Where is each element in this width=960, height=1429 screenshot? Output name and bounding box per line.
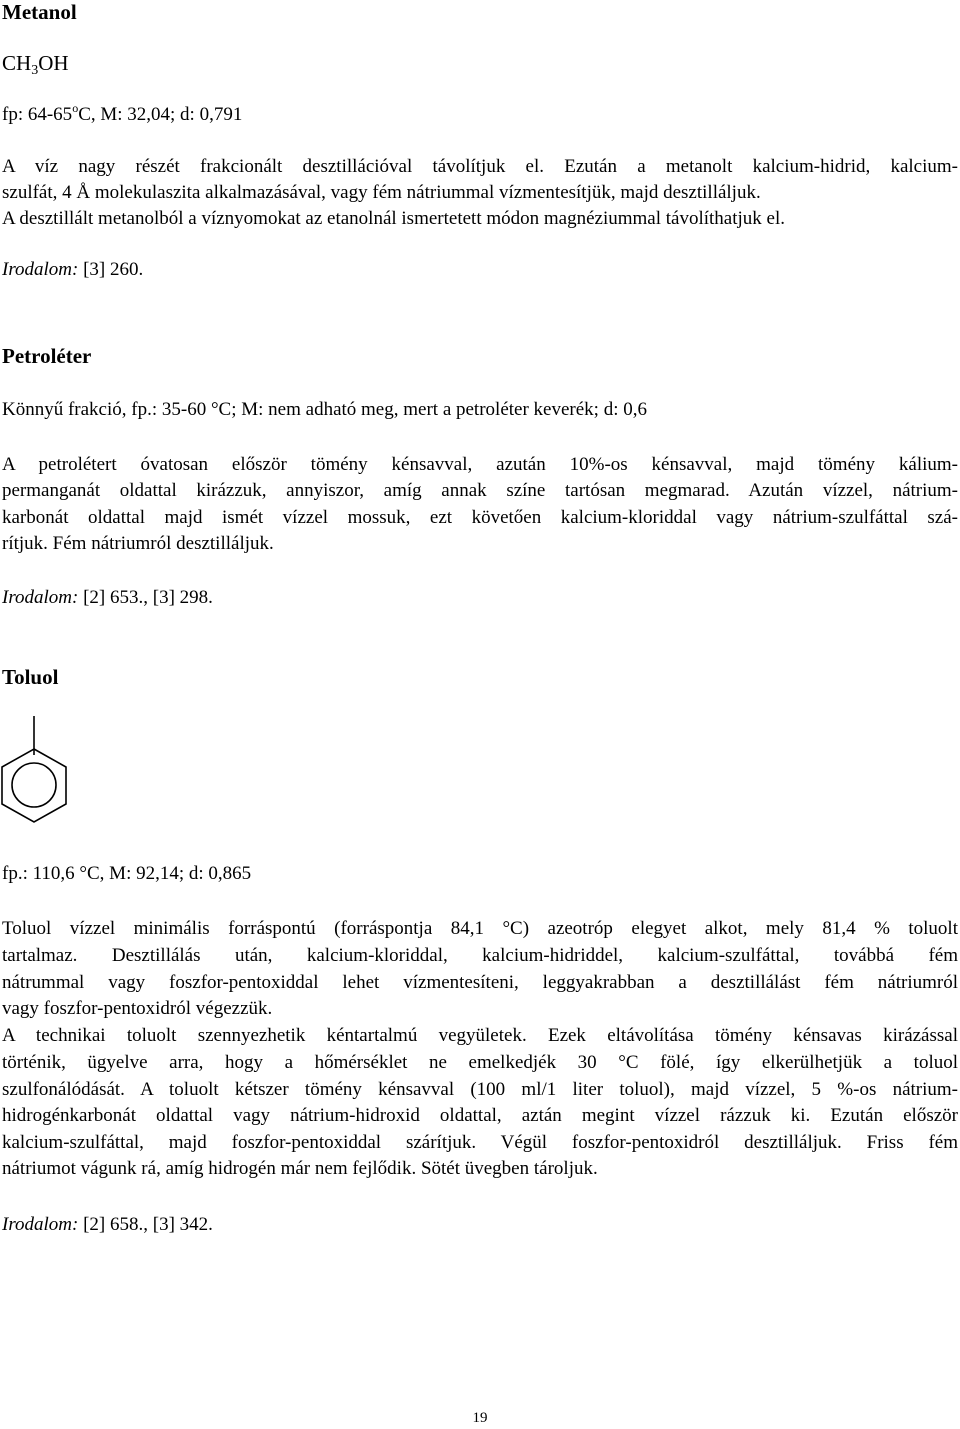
toluene-paragraph-line: nátrummal vagy foszfor-pentoxiddal lehet vízmentesíteni, leggyakrabban a desztillálást fém nátriumról (2, 972, 958, 993)
toluene-properties: fp.: 110,6 °C, M: 92,14; d: 0,865 (2, 863, 252, 884)
methanol-title: Metanol (2, 0, 77, 24)
page-number: 19 (472, 1410, 488, 1426)
petroleum-ether-paragraph-line: A petrolétert óvatosan először tömény kénsavval, azután 10%-os kénsavval, majd tömény kálium- (2, 454, 958, 475)
methanol-reference: Irodalom: [3] 260. (2, 259, 144, 280)
toluene-reference: Irodalom: [2] 658., [3] 342. (2, 1214, 213, 1235)
reference-label: Irodalom: (2, 1214, 79, 1235)
methanol-paragraph-line: szulfát, 4 Å molekulaszita alkalmazásával, vagy fém nátriummal vízmentesítjük, majd desztilláljuk. (2, 182, 761, 203)
toluene-paragraph-line: szulfonálódását. A toluolt kétszer tömény kénsavval (100 ml/1 liter toluol), majd vízzel, 5 %-os nátrium- (2, 1079, 958, 1100)
reference-label: Irodalom: (2, 587, 79, 608)
petroleum-ether-paragraph-line: rítjuk. Fém nátriumról desztilláljuk. (2, 533, 274, 554)
toluene-paragraph-line: nátriumot vágunk rá, amíg hidrogén már nem fejlődik. Sötét üvegben tároljuk. (2, 1158, 598, 1179)
petroleum-ether-reference: Irodalom: [2] 653., [3] 298. (2, 587, 213, 608)
toluene-paragraph-line: A technikai toluolt szennyezhetik kéntartalmú vegyületek. Ezek eltávolítása tömény kénsavas kirázással (2, 1025, 958, 1046)
petroleum-ether-title: Petroléter (2, 344, 92, 368)
methanol-paragraph-line: A víz nagy részét frakcionált desztillációval távolítjuk el. Ezután a metanolt kalcium-hidrid, kalcium- (2, 156, 958, 177)
toluene-structure-icon (0, 712, 80, 824)
methanol-paragraph-line: A desztillált metanolból a víznyomokat az etanolnál ismertetett módon magnéziummal távolíthatjuk el. (2, 208, 786, 229)
toluene-paragraph-line: vagy foszfor-pentoxidról végezzük. (2, 998, 273, 1019)
toluene-paragraph-line: hidrogénkarbonát oldattal vagy nátrium-hidroxid oldattal, aztán megint vízzel rázzuk ki. Ezután először (2, 1105, 958, 1126)
reference-label: Irodalom: (2, 259, 79, 280)
toluene-paragraph-line: történik, ügyelve arra, hogy a hőmérséklet ne emelkedjék 30 °C fölé, így elkerülhetjük a toluol (2, 1052, 958, 1073)
methanol-properties: fp: 64-65$^o$C, M: 32,04; d: 0,791 (2, 101, 243, 125)
petroleum-ether-properties: Könnyű frakció, fp.: 35-60 °C; M: nem adható meg, mert a petroléter keverék; d: 0,6 (2, 399, 647, 420)
toluene-title: Toluol (2, 665, 59, 689)
petroleum-ether-paragraph-line: karbonát oldattal majd ismét vízzel mossuk, ezt követően kalcium-kloriddal vagy nátrium-szulfáttal szá- (2, 507, 958, 528)
methanol-formula: CH3OH (2, 51, 69, 78)
toluene-paragraph-line: tartalmaz. Desztillálás után, kalcium-kloriddal, kalcium-hidriddel, kalcium-szulfáttal, továbbá fém (2, 945, 958, 966)
toluene-paragraph-line: kalcium-szulfáttal, majd foszfor-pentoxiddal szárítjuk. Végül foszfor-pentoxidról desztilláljuk. Friss fém (2, 1132, 958, 1153)
toluene-paragraph-line: Toluol vízzel minimális forráspontú (forráspontja 84,1 °C) azeotróp elegyet alkot, mely 81,4 % toluolt (2, 918, 958, 939)
petroleum-ether-paragraph-line: permanganát oldattal kirázzuk, annyiszor, amíg annak színe tartósan megmarad. Azután vízzel, nátrium- (2, 480, 958, 501)
